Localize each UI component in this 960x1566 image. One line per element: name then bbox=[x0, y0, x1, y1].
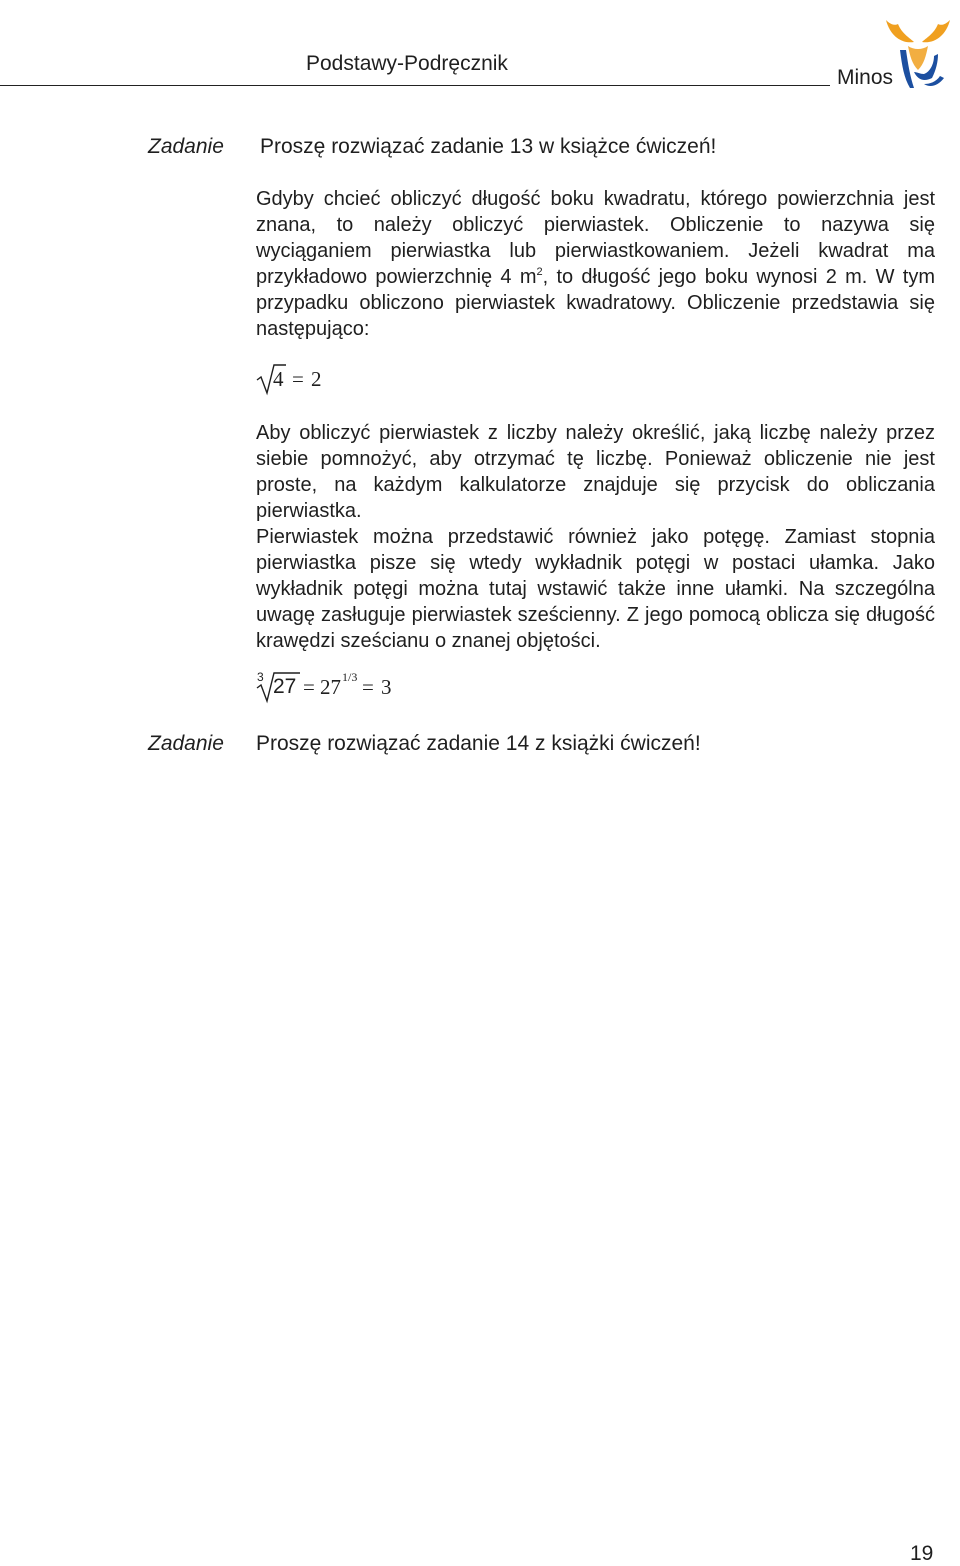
formula-equals: = bbox=[362, 675, 374, 699]
formula-radicand: 27 bbox=[273, 675, 297, 698]
superscript: 2 bbox=[536, 266, 543, 278]
header-divider bbox=[0, 85, 830, 86]
formula-equals: = bbox=[303, 675, 315, 699]
task-text: Proszę rozwiązać zadanie 13 w książce ćwiczeń! bbox=[260, 135, 717, 158]
paragraph-square-root-intro: Gdyby chcieć obliczyć długość boku kwadratu, którego powierzchnia jest znana, to należy obliczyć pierwiastek. Obliczenie to nazywa się wyciąganiem pierwiastka lub pierwiastkowaniem. Jeżeli kwadrat ma przykładowo powierzchnię 4 $m^2$, to długość jego boku wynosi 2 m. W tym przypadku obliczono pierwiastek kwadratowy. Obliczenie przedstawia się następująco: bbox=[256, 188, 935, 340]
header-title: Podstawy-Podręcznik bbox=[306, 52, 508, 75]
header-brand: Minos bbox=[837, 66, 894, 89]
page-number: 19 bbox=[910, 1542, 934, 1565]
task-label: Zadanie bbox=[148, 732, 224, 755]
task-text: Proszę rozwiązać zadanie 14 z książki ćwiczeń! bbox=[256, 732, 701, 755]
formula-equals: = bbox=[292, 367, 304, 391]
formula-root-index: 3 bbox=[257, 670, 264, 684]
formula-cube-root bbox=[256, 668, 416, 708]
formula-exponent: 1/3 bbox=[342, 670, 358, 684]
bull-head-logo-icon bbox=[880, 6, 956, 94]
formula-result: 3 bbox=[381, 675, 392, 699]
paragraph-power-form: Pierwiastek można przedstawić również jako potęgę. Zamiast stopnia pierwiastka pisze się wtedy wykładnik potęgi w postaci ułamka. Jako wykładnik potęgi można tutaj wstawić także inne ułamki. Na szczególna uwagę zasługuje pierwiastek sześcienny. Z jego pomocą oblicza się długość krawędzi sześcianu o znanej objętości. bbox=[256, 526, 935, 652]
task-label: Zadanie bbox=[148, 135, 224, 158]
paragraph-calculation: Aby obliczyć pierwiastek z liczby należy określić, jaką liczbę należy przez siebie pomnożyć, aby otrzymać tę liczbę. Ponieważ obliczenie nie jest proste, na każdym kalkulatorze znajduje się przycisk do obliczania pierwiastka. bbox=[256, 422, 935, 522]
formula-result: 2 bbox=[311, 367, 322, 391]
formula-square-root bbox=[256, 362, 356, 402]
formula-radicand: 4 bbox=[273, 367, 284, 391]
formula-base: 27 bbox=[320, 675, 341, 699]
